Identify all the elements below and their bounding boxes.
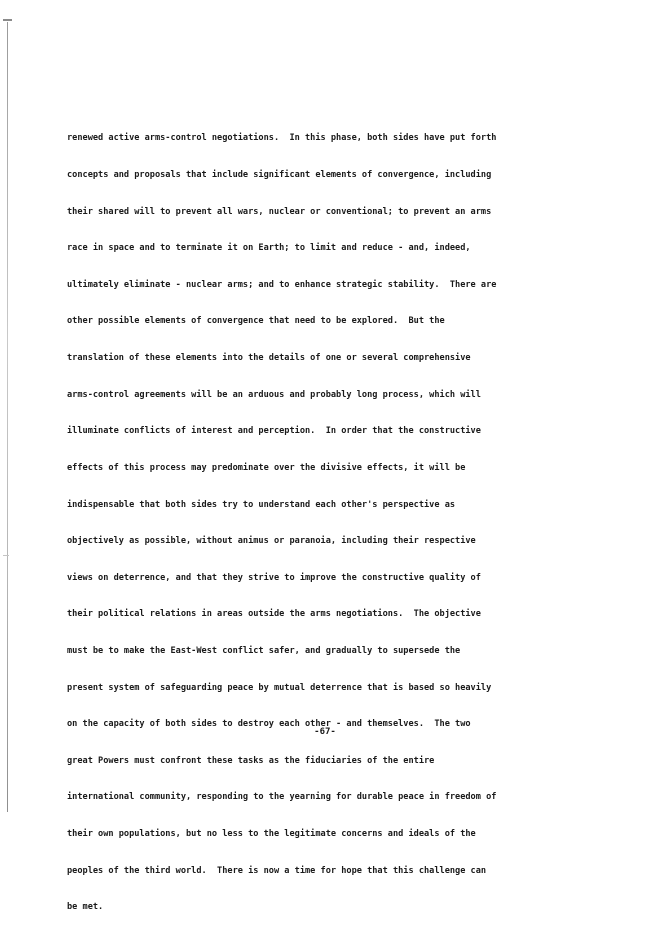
text-line: on the capacity of both sides to destroy each other - and themselves. The two [67, 719, 471, 730]
text-line: renewed active arms-control negotiations. In this phase, both sides have put forth [67, 133, 497, 144]
text-line: objectively as possible, without animus or paranoia, including their respective [67, 536, 476, 547]
text-line: other possible elements of convergence that need to be explored. But the [67, 316, 445, 327]
text-line: indispensable that both sides try to understand each other's perspective as [67, 499, 456, 510]
text-line: be met. [67, 902, 104, 913]
text-line: illuminate conflicts of interest and perception. In order that the constructive [67, 426, 481, 437]
binding-edge [7, 22, 8, 812]
body-paragraph [67, 108, 587, 938]
text-line: present system of safeguarding peace by mutual deterrence that is based so heavily [67, 682, 492, 693]
text-line: great Powers must confront these tasks as the fiduciaries of the entire [67, 755, 435, 766]
text-line: ultimately eliminate - nuclear arms; and to enhance strategic stability. There are [67, 279, 497, 290]
text-line: effects of this process may predominate over the divisive effects, it will be [67, 462, 466, 473]
binding-tick [3, 555, 9, 556]
page-number: -67- [314, 727, 336, 737]
text-line: race in space and to terminate it on Earth; to limit and reduce - and, indeed, [67, 243, 471, 254]
text-line: must be to make the East-West conflict safer, and gradually to supersede the [67, 645, 461, 656]
text-line: their own populations, but no less to the legitimate concerns and ideals of the [67, 828, 476, 839]
text-line: their political relations in areas outside the arms negotiations. The objective [67, 609, 481, 620]
binding-mark [3, 19, 12, 21]
text-line: their shared will to prevent all wars, nuclear or conventional; to prevent an arms [67, 206, 492, 217]
text-line: views on deterrence, and that they strive to improve the constructive quality of [67, 572, 481, 583]
text-line: concepts and proposals that include significant elements of convergence, including [67, 170, 492, 181]
text-line: international community, responding to the yearning for durable peace in freedom of [67, 792, 497, 803]
text-line: translation of these elements into the details of one or several comprehensive [67, 353, 471, 364]
text-line: arms-control agreements will be an arduous and probably long process, which will [67, 389, 481, 400]
text-line: peoples of the third world. There is now a time for hope that this challenge can [67, 865, 487, 876]
